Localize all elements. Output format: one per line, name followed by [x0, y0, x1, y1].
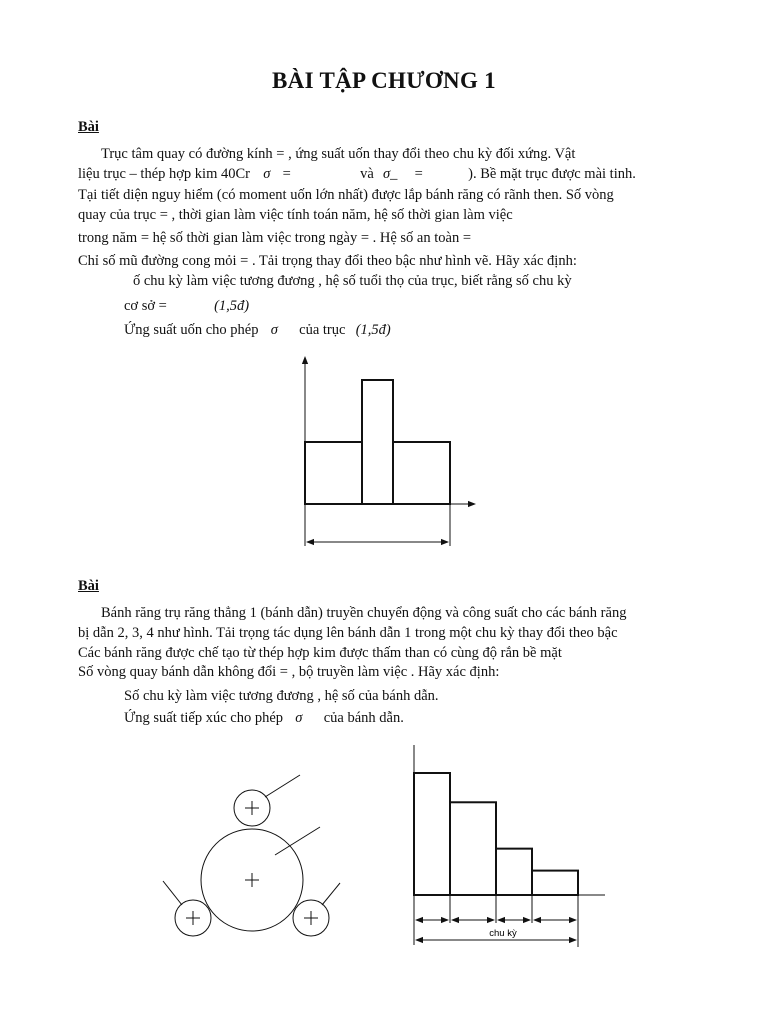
p1-material: liệu trục – thép hợp kim 40Cr	[78, 166, 250, 182]
equals-sign-2: =	[414, 166, 423, 182]
score-b: (1,5đ)	[355, 322, 391, 338]
p1-surface: ). Bề mặt trục được mài tinh.	[468, 166, 636, 182]
chart2-bar	[450, 802, 496, 895]
chart2-bar	[532, 871, 578, 895]
chart2-cycle-arrow-right	[569, 937, 577, 943]
p1-task-a: ố chu kỳ làm việc tương đương , hệ số tuổi thọ của trục, biết rằng số chu kỳ	[133, 273, 572, 289]
p2-line-1: Bánh răng trụ răng thẳng 1 (bánh dẫn) truyền chuyển động và công suất cho các bánh răng	[101, 605, 627, 621]
chart2-seg-arrow-right	[569, 917, 577, 923]
chart2-seg-arrow-right	[441, 917, 449, 923]
p2-of-gear: của bánh dẫn.	[323, 710, 404, 726]
p1-line-6: Chỉ số mũ đường cong mỏi = . Tải trọng thay đổi theo bậc như hình vẽ. Hãy xác định:	[78, 253, 577, 269]
chart2-seg-arrow-left	[497, 917, 505, 923]
chart2-caption: chu kỳ	[489, 928, 517, 939]
p1-line-1: Trục tâm quay có đường kính = , ứng suất uốn thay đổi theo chu kỳ đối xứng. Vật	[101, 146, 576, 162]
sigma-sub-symbol: σ_	[383, 166, 398, 182]
sigma-symbol-2: σ	[270, 322, 278, 338]
chart2-bar	[414, 773, 450, 895]
p1-line-5: trong năm = hệ số thời gian làm việc trong ngày = . Hệ số an toàn =	[78, 230, 472, 246]
equals-sign: =	[282, 166, 291, 182]
chart2-seg-arrow-left	[415, 917, 423, 923]
chart2-cycle-arrow-left	[415, 937, 423, 943]
problem1-heading: Bài	[78, 119, 99, 135]
chart2-bar	[496, 849, 532, 895]
p2-line-4: Số vòng quay bánh dẫn không đổi = , bộ truyền làm việc . Hãy xác định:	[78, 664, 500, 680]
sigma-symbol-3: σ	[295, 710, 303, 726]
p1-line-3: Tại tiết diện nguy hiểm (có moment uốn lớn nhất) được lắp bánh răng có rãnh then. Số vòng	[78, 187, 614, 203]
p1-line-4: quay của trục = , thời gian làm việc tính toán năm, hệ số thời gian làm việc	[78, 207, 513, 223]
p1-of-shaft: của trục	[299, 322, 346, 338]
p1-base-cycles: cơ sở =	[124, 298, 167, 314]
chart2-seg-arrow-right	[523, 917, 531, 923]
p2-allowable-stress: Ứng suất tiếp xúc cho phép	[124, 710, 284, 726]
sigma-symbol: σ	[263, 166, 271, 182]
p1-and: và	[360, 166, 374, 182]
p2-task-a: Số chu kỳ làm việc tương đương , hệ số của bánh dẫn.	[124, 688, 439, 704]
p1-allowable-stress: Ứng suất uốn cho phép	[124, 322, 259, 338]
problem2-heading: Bài	[78, 578, 99, 594]
p2-line-3: Các bánh răng được chế tạo từ thép hợp kim được thấm than có cùng độ rắn bề mặt	[78, 645, 562, 661]
score-a: (1,5đ)	[214, 298, 250, 314]
p2-line-2: bị dẫn 2, 3, 4 như hình. Tải trọng tác dụng lên bánh dẫn 1 trong một chu kỳ thay đổi theo bậc	[78, 625, 618, 641]
page-title: BÀI TẬP CHƯƠNG 1	[272, 68, 496, 93]
chart2-seg-arrow-left	[451, 917, 459, 923]
chart2-seg-arrow-right	[487, 917, 495, 923]
chart2-seg-arrow-left	[533, 917, 541, 923]
